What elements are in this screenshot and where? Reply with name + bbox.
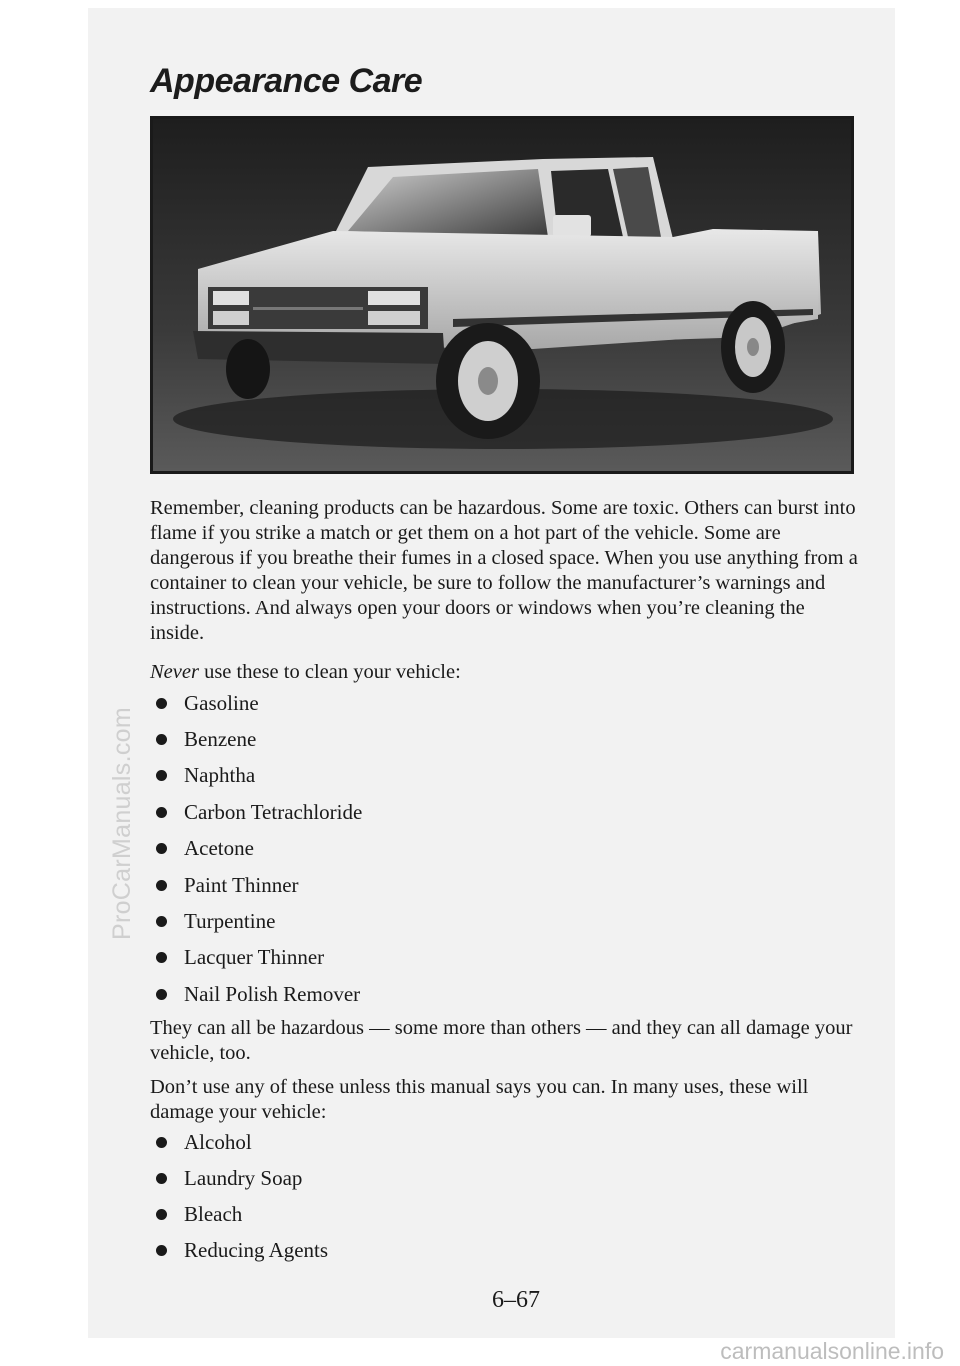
list-item-label: Lacquer Thinner (184, 945, 325, 970)
bullet-icon (156, 952, 167, 963)
side-watermark: ProCarManuals.com (108, 707, 136, 940)
list-item-label: Alcohol (184, 1129, 252, 1154)
list-item-label: Turpentine (184, 909, 276, 934)
list-item (150, 903, 362, 939)
bullet-icon (156, 770, 167, 781)
list-item-label: Nail Polish Remover (184, 981, 361, 1006)
list-item (150, 685, 362, 721)
intro-paragraph: Remember, cleaning products can be hazardous. Some are toxic. Others can burst into flame if you strike a match or get them on a hot part of the vehicle. Some are dangerous if you breathe their fumes in a closed space. When you use anything from a container to clean your vehicle, be sure to follow the manufacturer’s warnings and instructions. And always open your doors or windows when you’re cleaning the inside. (150, 497, 858, 644)
never-intro-rest: use these to clean your vehicle: (198, 661, 461, 683)
list-item-label: Bleach (184, 1201, 243, 1226)
list-item (150, 867, 362, 903)
list-item-label: Reducing Agents (184, 1237, 329, 1262)
list-item (150, 721, 362, 757)
list-item-label: Laundry Soap (184, 1165, 303, 1190)
list-item-label: Acetone (184, 836, 254, 861)
bullet-icon (156, 843, 167, 854)
never-use-list (150, 685, 362, 1013)
list-item (150, 1196, 328, 1232)
list-item-label: Carbon Tetrachloride (184, 799, 363, 824)
bullet-icon (156, 1137, 167, 1148)
list-item-label: Gasoline (184, 690, 259, 715)
list-item (150, 1160, 328, 1196)
list-item (150, 758, 362, 794)
list-item-label: Naphtha (184, 763, 256, 788)
bullet-icon (156, 880, 167, 891)
bullet-icon (156, 989, 167, 1000)
list-item (150, 1124, 328, 1160)
bullet-icon (156, 698, 167, 709)
hazard-note: They can all be hazardous — some more than others — and they can all damage your vehicle, too. (150, 1017, 853, 1064)
page-number: 6–67 (492, 1287, 540, 1313)
damage-list (150, 1124, 328, 1268)
bullet-icon (156, 1173, 167, 1184)
bullet-icon (156, 1209, 167, 1220)
list-item (150, 831, 362, 867)
bottom-watermark: carmanualsonline.info (720, 1338, 944, 1364)
list-item (150, 1232, 328, 1268)
bullet-icon (156, 1245, 167, 1256)
never-intro (150, 660, 860, 685)
pickup-truck-icon (153, 119, 851, 471)
page-title: Appearance Care (150, 62, 423, 100)
list-item-label: Paint Thinner (184, 872, 299, 897)
list-item (150, 976, 362, 1012)
bullet-icon (156, 734, 167, 745)
caution-paragraph: Don’t use any of these unless this manual says you can. In many uses, these will damage your vehicle: (150, 1076, 809, 1123)
bullet-icon (156, 807, 167, 818)
bullet-icon (156, 916, 167, 927)
truck-photo (150, 116, 854, 474)
list-item-label: Benzene (184, 727, 257, 752)
list-item (150, 794, 362, 830)
list-item (150, 940, 362, 976)
never-emphasis: Never (150, 661, 199, 683)
